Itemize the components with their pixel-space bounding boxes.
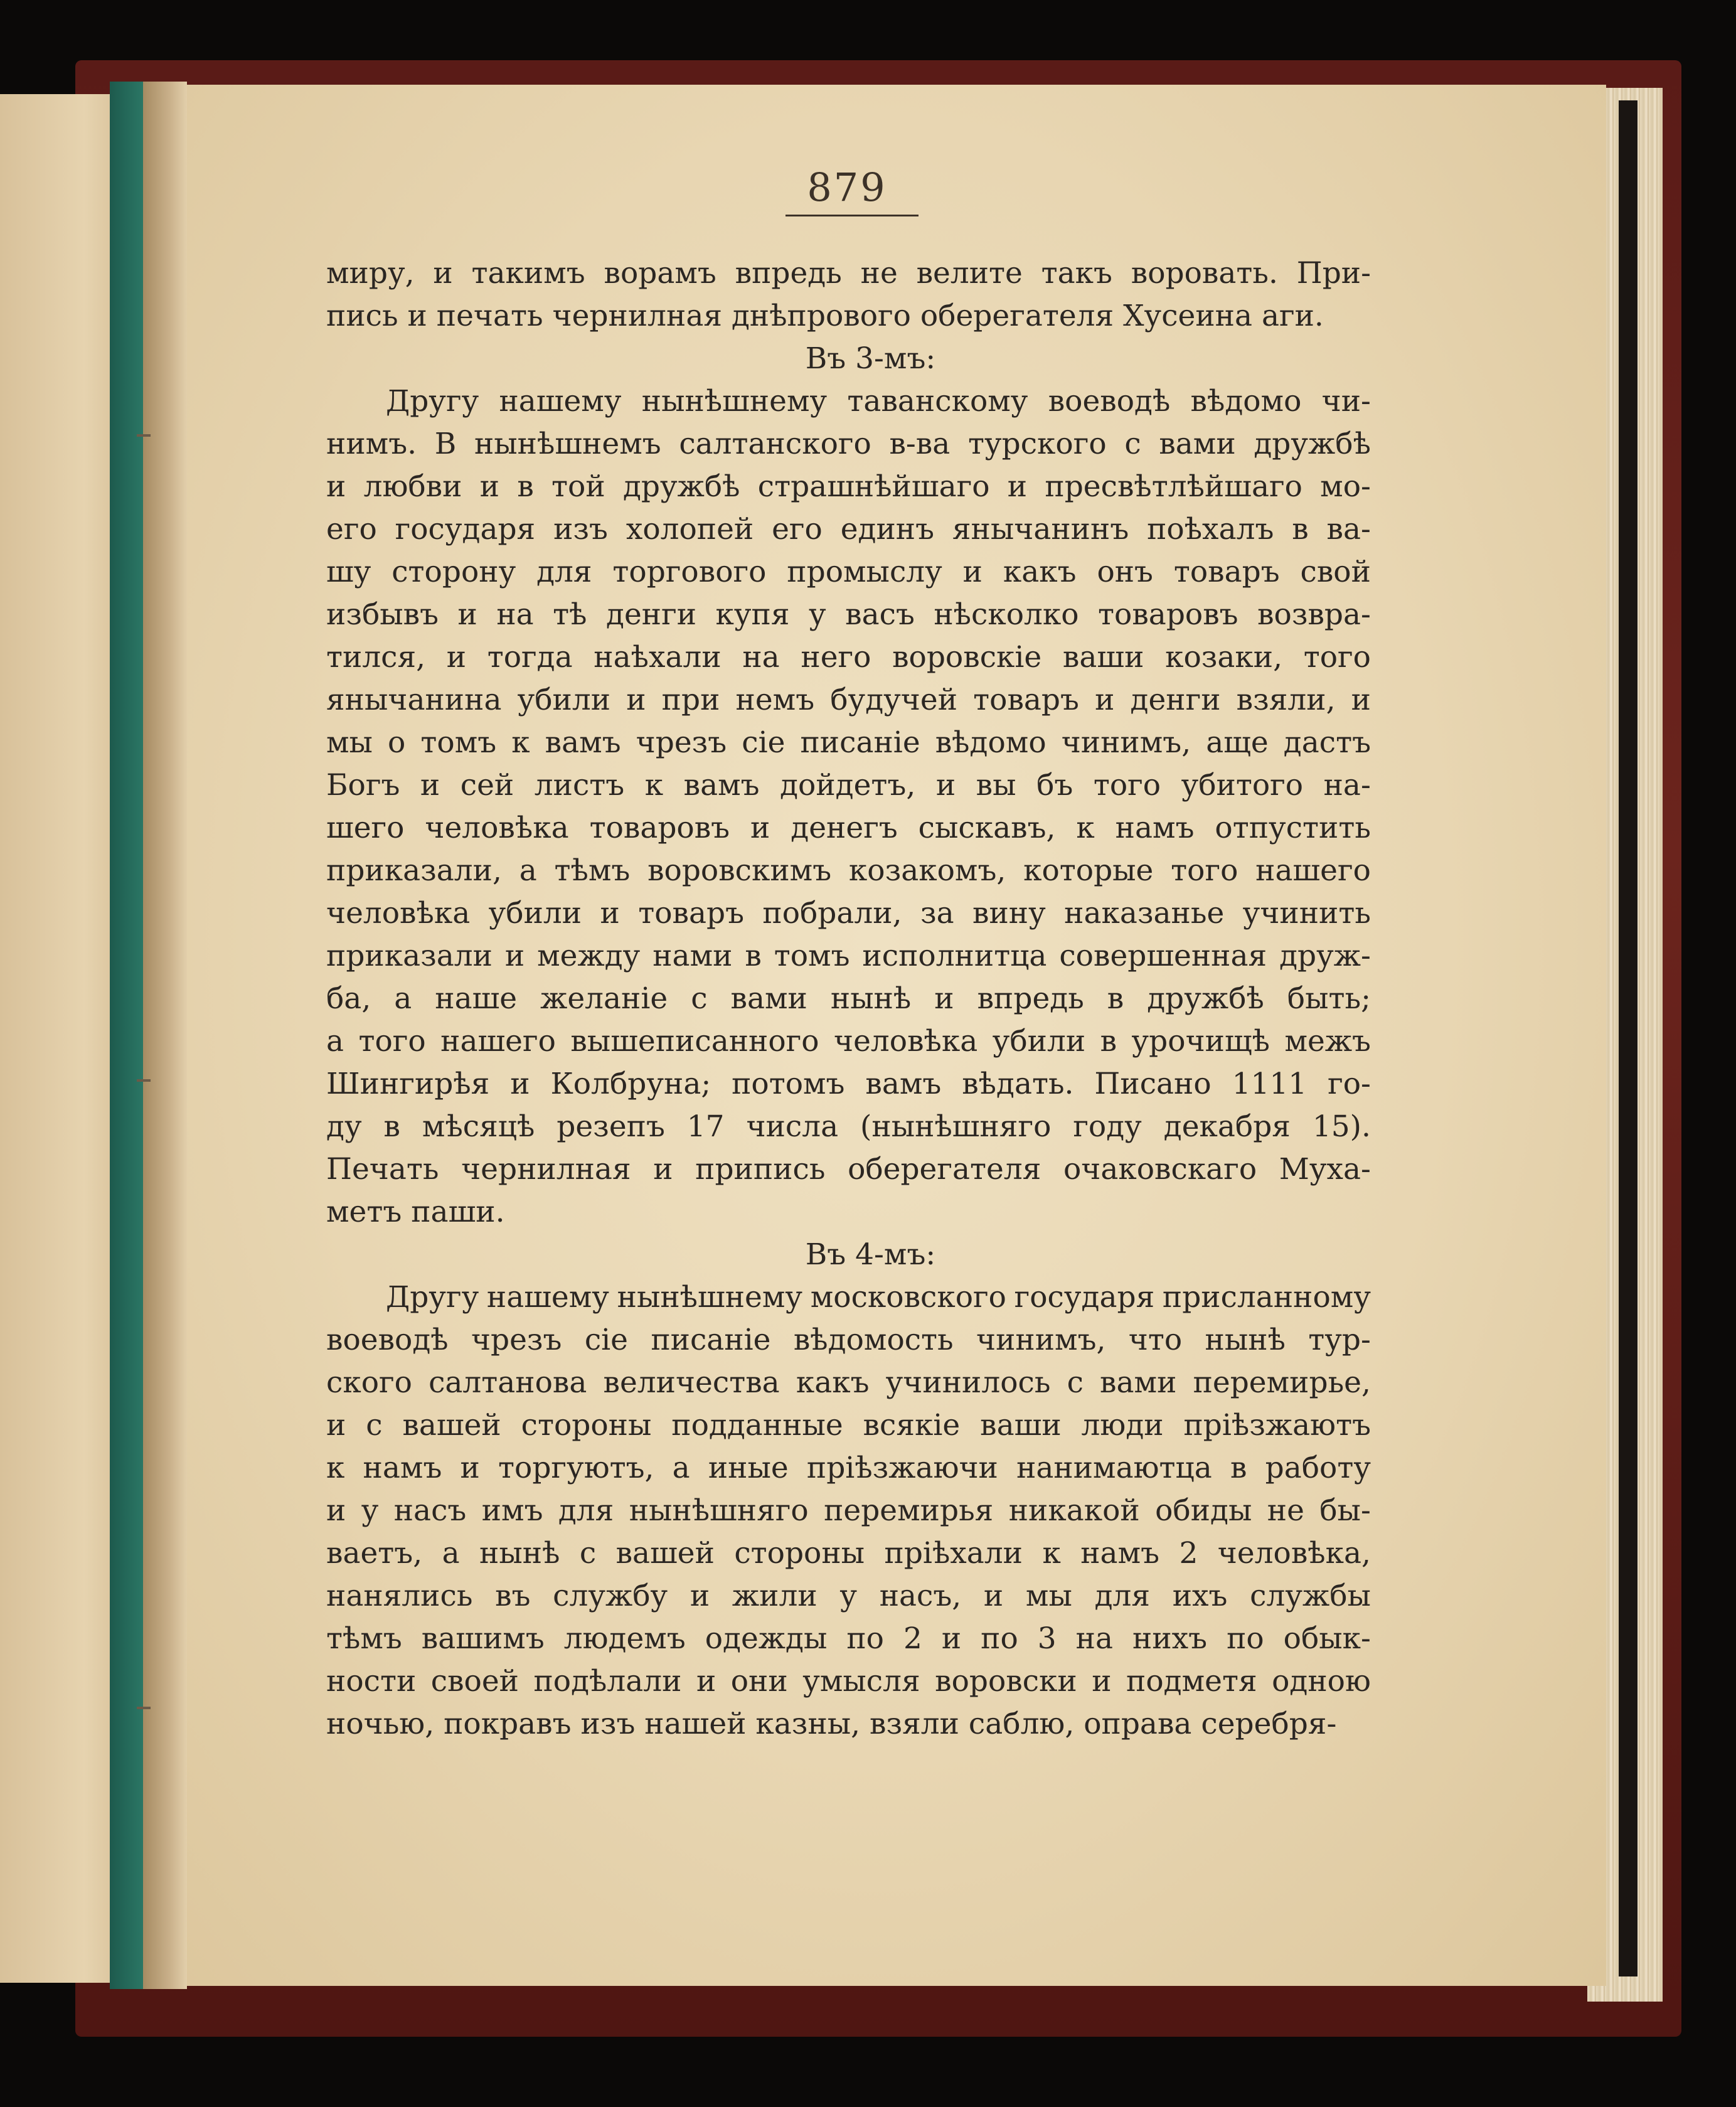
- text-line: Шингирѣя и Колбруна; потомъ вамъ вѣдать. Писано 1111 го-: [326, 1067, 1371, 1101]
- page-text: [326, 252, 1371, 1746]
- text-line: шего человѣка товаровъ и денегъ сыскавъ, к намъ отпустить: [326, 811, 1371, 845]
- text-line: ба, а наше желаніе с вами нынѣ и впредь в дружбѣ быть;: [326, 981, 1371, 1016]
- text-line: ду в мѣсяцѣ резепъ 17 числа (нынѣшняго году декабря 15).: [326, 1109, 1371, 1144]
- text-line: а того нашего вышеписанного человѣка убили в урочищѣ межъ: [326, 1024, 1371, 1059]
- text-line: тѣмъ вашимъ людемъ одежды по 2 и по 3 на нихъ по обык-: [326, 1621, 1371, 1656]
- margin-mark: [137, 434, 151, 437]
- spine-shadow: [1619, 100, 1637, 1976]
- text-line: пись и печать чернилная днѣпрового оберегателя Хусеина аги.: [326, 299, 1324, 333]
- text-line: ности своей подѣлали и они умысля воровски и подметя одною: [326, 1664, 1371, 1699]
- text-line: ночью, покравъ изъ нашей казны, взяли саблю, оправа серебря-: [326, 1707, 1337, 1741]
- text-line: миру, и такимъ ворамъ впредь не велите такъ воровать. При-: [326, 256, 1371, 291]
- text-line: тился, и тогда наѣхали на него воровскіе ваши козаки, того: [326, 640, 1371, 675]
- text-line: ваетъ, а нынѣ с вашей стороны пріѣхали к намъ 2 человѣка,: [326, 1536, 1371, 1571]
- text-line: к намъ и торгуютъ, а иные пріѣзжаючи нанимаютца в работу: [326, 1451, 1371, 1485]
- text-line: Другу нашему нынѣшнему таванскому воеводѣ вѣдомо чи-: [386, 384, 1371, 419]
- text-line: приказали и между нами в томъ исполнитца совершенная друж-: [326, 939, 1371, 973]
- text-line: избывъ и на тѣ денги купя у васъ нѣсколко товаровъ возвра-: [326, 597, 1371, 632]
- text-line: нанялись въ службу и жили у насъ, и мы для ихъ службы: [326, 1579, 1371, 1613]
- text-line: янычанина убили и при немъ будучей товаръ и денги взяли, и: [326, 683, 1371, 717]
- text-line: человѣка убили и товаръ побрали, за вину наказанье учинить: [326, 896, 1371, 931]
- margin-mark: [137, 1707, 151, 1709]
- text-line: и у насъ имъ для нынѣшняго перемирья никакой обиды не бы-: [326, 1493, 1371, 1528]
- text-line: шу сторону для торгового промыслу и какъ онъ товаръ свой: [326, 555, 1371, 589]
- section-heading: Въ 3-мъ:: [805, 341, 936, 376]
- text-line: воеводѣ чрезъ сіе писаніе вѣдомость чинимъ, что нынѣ тур-: [326, 1323, 1371, 1357]
- text-line: метъ паши.: [326, 1195, 505, 1229]
- section-heading: Въ 4-мъ:: [805, 1237, 936, 1272]
- margin-mark: [137, 1079, 151, 1082]
- page-number: 879: [807, 164, 887, 210]
- text-line: Богъ и сей листъ к вамъ дойдетъ, и вы бъ того убитого на-: [326, 768, 1371, 803]
- text-line: нимъ. В нынѣшнемъ салтанского в-ва турского с вами дружбѣ: [326, 427, 1371, 461]
- text-line: и с вашей стороны подданные всякіе ваши люди пріѣзжаютъ: [326, 1408, 1371, 1443]
- page-number-rule: [785, 215, 919, 216]
- page-gutter: [143, 82, 187, 1989]
- text-line: мы о томъ к вамъ чрезъ сіе писаніе вѣдомо чинимъ, аще дастъ: [326, 725, 1371, 760]
- spine-cloth: [110, 82, 147, 1989]
- text-line: ского салтанова величества какъ учинилось с вами перемирье,: [326, 1365, 1371, 1400]
- text-line: его государя изъ холопей его единъ янычанинъ поѣхалъ в ва-: [326, 512, 1371, 547]
- text-line: Другу нашему нынѣшнему московского государя присланному: [386, 1280, 1371, 1315]
- text-line: приказали, а тѣмъ воровскимъ козакомъ, которые того нашего: [326, 853, 1371, 888]
- text-line: и любви и в той дружбѣ страшнѣйшаго и пресвѣтлѣйшаго мо-: [326, 469, 1371, 504]
- text-line: Печать чернилная и припись оберегателя очаковскаго Муха-: [326, 1152, 1371, 1187]
